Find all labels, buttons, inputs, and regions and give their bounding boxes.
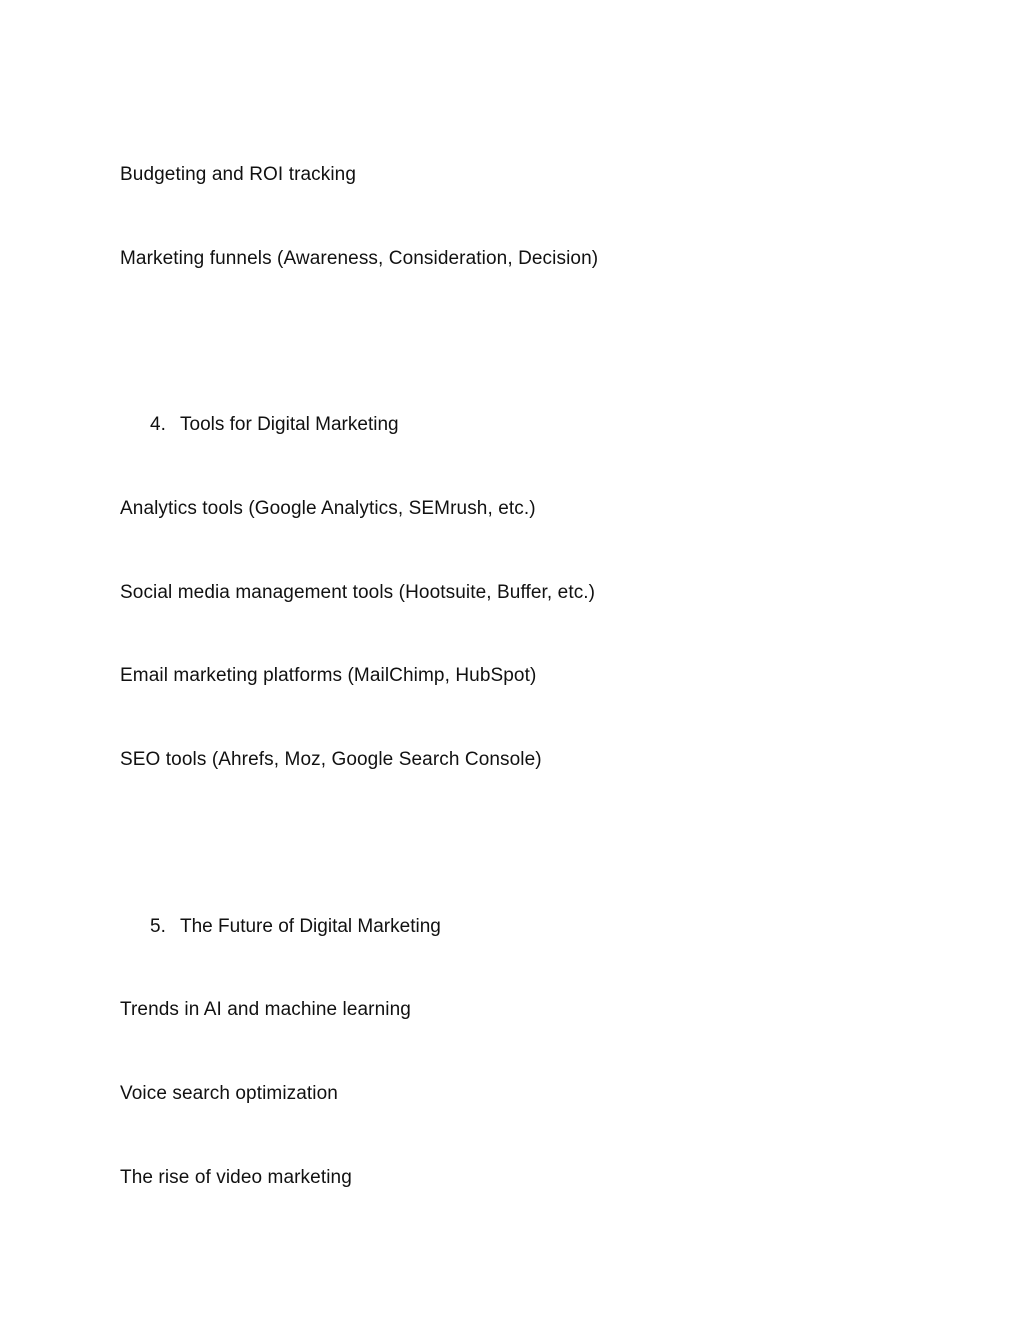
paragraph-voice-search: Voice search optimization bbox=[120, 1083, 338, 1104]
paragraph-seo-tools: SEO tools (Ahrefs, Moz, Google Search Console) bbox=[120, 749, 542, 770]
paragraph-analytics-tools: Analytics tools (Google Analytics, SEMrush, etc.) bbox=[120, 498, 536, 519]
paragraph-ai-trends: Trends in AI and machine learning bbox=[120, 999, 411, 1020]
paragraph-email-platforms: Email marketing platforms (MailChimp, HubSpot) bbox=[120, 665, 537, 686]
section-title: The Future of Digital Marketing bbox=[180, 916, 441, 937]
paragraph-marketing-funnels: Marketing funnels (Awareness, Consideration, Decision) bbox=[120, 248, 599, 269]
section-title: Tools for Digital Marketing bbox=[180, 414, 399, 435]
section-heading-tools bbox=[150, 413, 399, 437]
section-number: 5. bbox=[150, 916, 166, 937]
paragraph-video-marketing: The rise of video marketing bbox=[120, 1167, 352, 1188]
section-heading-future bbox=[150, 915, 441, 939]
paragraph-social-media-tools: Social media management tools (Hootsuite, Buffer, etc.) bbox=[120, 582, 596, 603]
section-number: 4. bbox=[150, 414, 166, 435]
paragraph-budgeting: Budgeting and ROI tracking bbox=[120, 164, 357, 185]
